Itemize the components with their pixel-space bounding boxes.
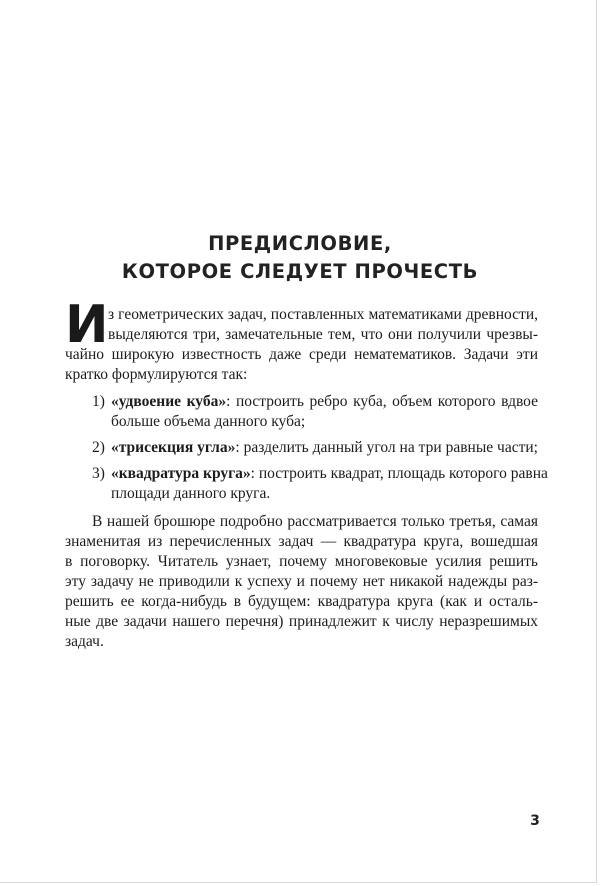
list-item-3-line-2: площади данного круга. — [111, 485, 271, 502]
list-item-1-line-2: больше объема данного куба; — [111, 413, 306, 430]
drop-cap: И — [65, 295, 109, 355]
intro-line-1: з геометрических задач, поставленных математиками древности, — [108, 306, 538, 323]
closing-line-4: эту задачу не приводили к успеху и почему нет никакой надежды раз- — [65, 573, 538, 590]
page-number: 3 — [530, 813, 540, 829]
intro-line-4: кратко формулируются так: — [65, 366, 248, 383]
chapter-title-line-2: КОТОРОЕ СЛЕДУЕТ ПРОЧЕСТЬ — [121, 260, 479, 283]
list-item-number-2: 2) — [92, 439, 105, 456]
list-item-3-text: : построить квадрат, площадь которого равна — [250, 465, 548, 482]
closing-line-3: в поговорку. Читатель узнает, почему многовековые усилия решить — [65, 553, 538, 570]
closing-line-6: ные две задачи нашего перечня) принадлежит к числу неразрешимых — [65, 613, 538, 630]
closing-line-1: В нашей брошюре подробно рассматривается только третья, самая — [92, 513, 538, 530]
list-item-1-text: : построить ребро куба, объем которого вдвое — [226, 393, 538, 410]
closing-line-5: решить ее когда-нибудь в будущем: квадратура круга (как и осталь- — [65, 593, 538, 610]
list-item-2-text: : разделить данный угол на три равные части; — [235, 439, 538, 456]
list-item-1-term: «удвоение куба» — [111, 393, 227, 410]
list-item-2-line-1 — [111, 438, 538, 458]
closing-line-7: задач. — [65, 633, 104, 650]
list-item-number-1: 1) — [92, 393, 105, 410]
intro-line-3: чайно широкую известность даже среди нематематиков. Задачи эти — [65, 346, 538, 363]
list-item-3-line-1 — [111, 464, 548, 484]
list-item-2-term: «трисекция угла» — [111, 439, 236, 456]
closing-line-2: знаменитая из перечисленных задач — квадратура круга, вошедшая — [65, 533, 538, 550]
list-item-3-term: «квадратура круга» — [111, 465, 251, 482]
chapter-title-line-1: ПРЕДИСЛОВИЕ, — [208, 232, 392, 255]
intro-line-2: выделяются три, замечательные тем, что они получили чрезвы- — [108, 326, 538, 343]
list-item-number-3: 3) — [92, 465, 105, 482]
list-item-1-line-1 — [111, 392, 538, 412]
